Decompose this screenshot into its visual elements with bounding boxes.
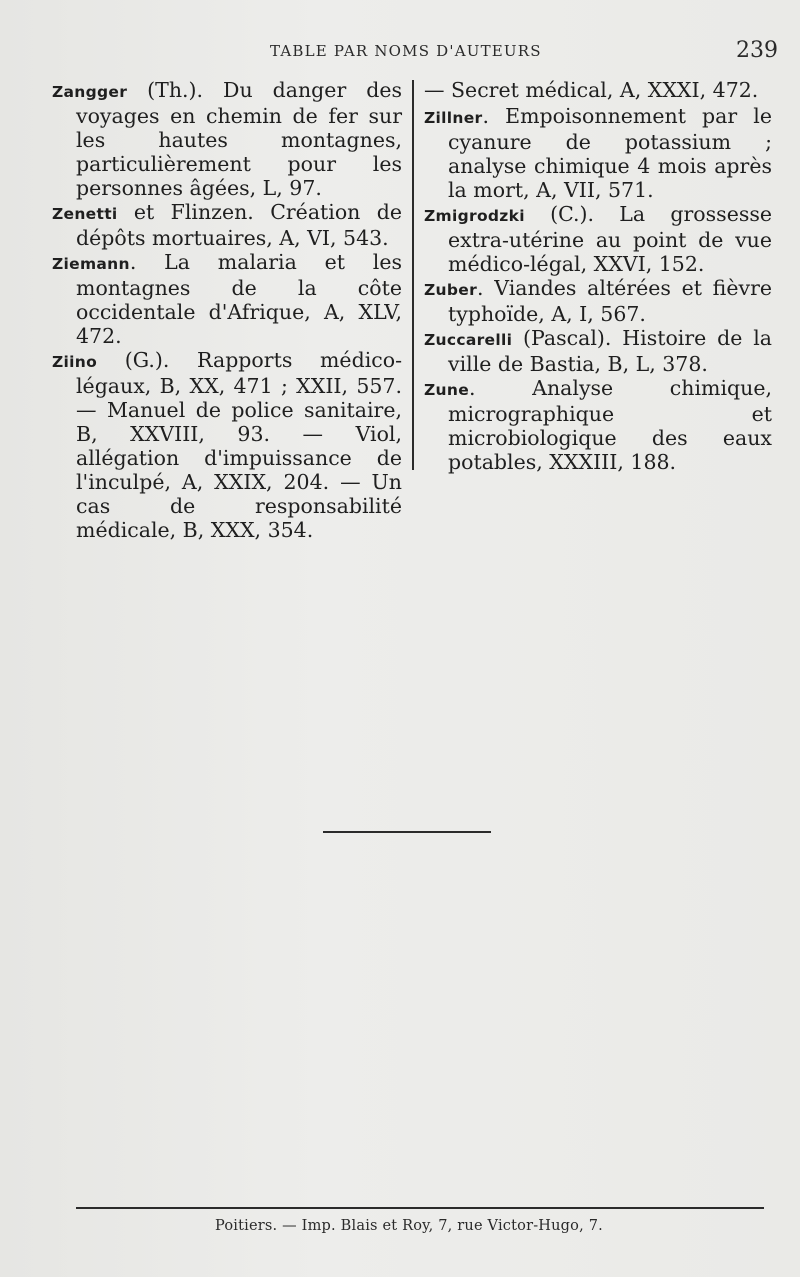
entry-text: (Pascal). Histoire de la ville de Bastia, B, L, 378. <box>448 326 772 376</box>
author-name: Ziemann <box>52 255 130 273</box>
entry-text: . Empoisonnement par le cyanure de potassium ; analyse chimique 4 mois après la mort, A, VII, 571. <box>448 104 772 202</box>
index-entry <box>424 202 772 276</box>
entry-text: . Analyse chimique, micrographique et microbiologique des eaux potables, XXXIII, 188. <box>448 376 772 474</box>
entry-text: . La malaria et les montagnes de la côte occidentale d'Afrique, A, XLV, 472. <box>76 250 402 348</box>
index-entry <box>424 104 772 202</box>
author-name: Zenetti <box>52 205 118 223</box>
author-name: Zillner <box>424 109 483 127</box>
page-number: 239 <box>736 38 778 63</box>
index-entry <box>52 250 402 348</box>
author-name: Zangger <box>52 83 128 101</box>
column-divider <box>412 80 414 470</box>
index-entry <box>424 326 772 376</box>
entry-text: — Secret médical, A, XXXI, 472. <box>424 78 759 102</box>
entry-text: (C.). La grossesse extra-utérine au point de vue médico-légal, XXVI, 152. <box>448 202 772 276</box>
author-name: Ziino <box>52 353 98 371</box>
author-name: Zuber <box>424 281 478 299</box>
entry-text: . Viandes altérées et fièvre typhoïde, A, I, 567. <box>448 276 772 326</box>
printer-imprint: Poitiers. — Imp. Blais et Roy, 7, rue Victor-Hugo, 7. <box>215 1218 603 1234</box>
author-name: Zuccarelli <box>424 331 513 349</box>
section-end-rule <box>323 831 491 833</box>
entry-text: et Flinzen. Création de dépôts mortuaires, A, VI, 543. <box>76 200 402 250</box>
index-entry <box>52 78 402 200</box>
index-entry-continuation <box>424 78 772 104</box>
running-title: TABLE PAR NOMS D'AUTEURS <box>270 42 542 60</box>
left-column <box>52 78 402 542</box>
index-entry <box>424 376 772 474</box>
author-name: Zune <box>424 381 470 399</box>
entry-text: (G.). Rapports médico-légaux, B, XX, 471 ; XXII, 557. — Manuel de police sanitaire, B, XXVIII, 93. — Viol, allégation d'impuissance de l'inculpé, A, XXIX, 204. — Un cas de responsabilité médicale, B, XXX, 354. <box>76 348 402 542</box>
index-entry <box>52 348 402 542</box>
index-entry <box>424 276 772 326</box>
footer-rule <box>76 1207 764 1209</box>
right-column <box>424 78 772 474</box>
entry-text: (Th.). Du danger des voyages en chemin de fer sur les hautes montagnes, particulièrement pour les personnes âgées, L, 97. <box>76 78 402 200</box>
index-entry <box>52 200 402 250</box>
author-name: Zmigrodzki <box>424 207 525 225</box>
